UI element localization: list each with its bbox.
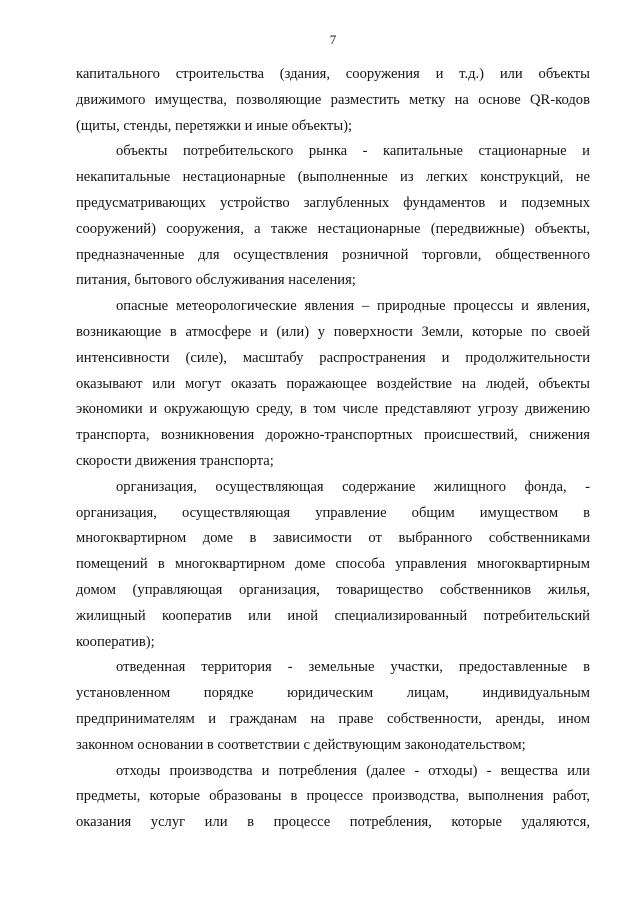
text-line: предпринимателям и гражданам на праве собственности, аренды, ином	[76, 710, 590, 727]
document-body	[76, 62, 590, 836]
text-line: транспорта, возникновения дорожно-транспортных происшествий, снижения	[76, 427, 590, 444]
text-line: отведенная территория - земельные участки, предоставленные в	[116, 659, 590, 676]
text-line: установленном порядке юридическим лицам, индивидуальным	[76, 685, 590, 702]
definition-housing-management-organization	[76, 475, 590, 656]
text-line: питания, бытового обслуживания населения;	[76, 272, 356, 289]
text-line: экономики и окружающую среду, в том числе представляют угрозу движению	[76, 401, 590, 418]
text-line: оказывают или могут оказать поражающее воздействие на людей, объекты	[76, 375, 590, 392]
text-line: организация, осуществляющая содержание жилищного фонда, -	[116, 478, 590, 495]
text-line: (щиты, стенды, перетяжки и иные объекты);	[76, 117, 353, 134]
text-line: предусматривающих устройство заглубленных фундаментов и подземных	[76, 194, 590, 211]
text-line: предметы, которые образованы в процессе производства, выполнения работ,	[76, 788, 590, 805]
text-line: домом (управляющая организация, товарищество собственников жилья,	[76, 581, 590, 598]
text-line: капитального строительства (здания, сооружения и т.д.) или объекты	[76, 66, 590, 82]
text-line: сооружений) сооружения, а также нестационарные (передвижные) объекты,	[76, 220, 590, 237]
text-line: движимого имущества, позволяющие разместить метку на основе QR-кодов	[76, 91, 590, 108]
text-line: помещений в многоквартирном доме способа управления многоквартирным	[76, 556, 590, 573]
text-line: отходы производства и потребления (далее - отходы) - вещества или	[116, 762, 590, 779]
text-line: интенсивности (силе), масштабу распространения и продолжительности	[76, 349, 590, 366]
text-line: кооператив);	[76, 633, 155, 650]
text-line: некапитальные нестационарные (выполненные из легких конструкций, не	[76, 169, 590, 186]
text-line: законном основании в соответствии с действующим законодательством;	[76, 736, 526, 753]
text-line: многоквартирном доме в зависимости от выбранного собственниками	[76, 530, 590, 547]
text-line: возникающие в атмосфере и (или) у поверхности Земли, которые по своей	[76, 323, 590, 340]
text-line: скорости движения транспорта;	[76, 452, 274, 469]
text-line: опасные метеорологические явления – природные процессы и явления,	[116, 298, 590, 315]
text-line: оказания услуг или в процессе потребления, которые удаляются,	[76, 814, 590, 831]
definition-waste	[76, 759, 590, 836]
text-line: объекты потребительского рынка - капитальные стационарные и	[116, 143, 590, 160]
paragraph-continuation	[76, 62, 590, 139]
text-line: предназначенные для осуществления розничной торговли, общественного	[76, 246, 590, 263]
definition-hazardous-weather	[76, 294, 590, 475]
text-line: организация, осуществляющая управление общим имуществом в	[76, 504, 590, 521]
definition-allocated-territory	[76, 655, 590, 758]
definition-consumer-market-objects	[76, 139, 590, 294]
text-line: жилищный кооператив или иной специализированный потребительский	[76, 607, 590, 624]
page-number: 7	[329, 32, 337, 47]
